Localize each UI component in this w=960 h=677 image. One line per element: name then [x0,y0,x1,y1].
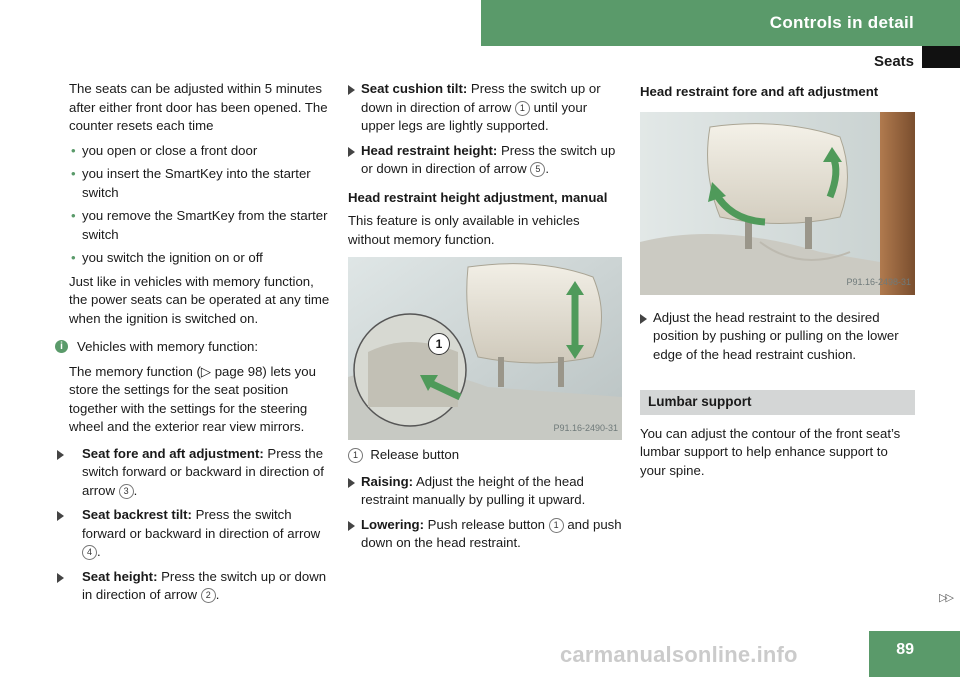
instruction-step: Adjust the head restraint to the desired position by pushing or pulling on the lower edge of the head restraint cushion. [640,309,915,365]
head-restraint-height-photo [348,257,622,440]
bullet-text: you insert the SmartKey into the starter switch [82,166,311,200]
bullet-item [69,165,331,202]
head-restraint-fore-aft-photo [640,112,915,295]
legend-number-badge: 1 [348,448,363,463]
chapter-header [481,0,960,46]
chapter-title: Controls in detail [769,12,914,32]
fore-aft-heading: Head restraint fore and aft adjustment [640,84,879,99]
page-number: 89 [869,631,960,677]
bullet-dot-icon: • [71,208,76,223]
info-title: Vehicles with memory function: [77,339,259,354]
page-reference-link[interactable]: ▷ page 98 [200,363,263,379]
head-restraint-fore-aft-illustration [640,112,915,295]
continue-arrow-icon: ▷▷ [939,592,952,604]
info-icon: i [55,340,68,353]
instruction-step: Seat cushion tilt: Press the switch up or down in direction of arrow 1 until your upper legs are lightly supported. [348,80,623,136]
head-restraint-illustration [348,257,622,440]
bullet-dot-icon: • [71,250,76,265]
bullet-text: you remove the SmartKey from the starter switch [82,208,328,242]
bullet-text: you open or close a front door [82,142,258,158]
watermark: carmanualsonline.info [560,642,798,667]
info-note [60,338,331,437]
bullet-dot-icon: • [71,166,76,181]
column-left [60,80,331,611]
arrow-number-badge: 4 [82,545,97,560]
instruction-step: Raising: Adjust the height of the head restraint manually by pulling it upward. [348,473,623,510]
memory-paragraph: Just like in vehicles with memory function, the power seats can be operated at any time when the ignition is switched on. [69,273,330,326]
bullet-dot-icon: • [71,142,76,158]
step-arrow-icon [57,573,64,583]
instruction-step: Seat fore and aft adjustment: Press the switch forward or backward in direction of arrow 3 . [69,445,331,501]
arrow-number-badge: 2 [201,588,216,603]
step-arrow-icon [57,511,64,521]
instruction-step: Seat height: Press the switch up or down in direction of arrow 2 . [69,568,331,605]
manual-adjust-paragraph: This feature is only available in vehicles without memory function. [348,213,580,247]
figure-legend: 1 Release button [348,446,623,465]
photo-callout: 1 [428,333,450,355]
bullet-item [69,142,331,161]
arrow-number-badge: 5 [530,162,545,177]
instruction-step: Lowering: Push release button 1 and push down on the head restraint. [348,516,623,553]
step-arrow-icon [348,85,355,95]
arrow-number-badge: 3 [119,484,134,499]
step-arrow-icon [640,314,647,324]
arrow-number-badge: 1 [515,101,530,116]
intro-paragraph: The seats can be adjusted within 5 minutes after either front door has been opened. The counter resets each time [69,81,328,133]
instruction-step: Head restraint height: Press the switch up or down in direction of arrow 5 . [348,142,623,179]
photo-code: P91.16-2498-31 [846,277,911,287]
column-middle [348,80,623,559]
photo-code: P91.16-2490-31 [553,422,618,433]
bullet-item [69,249,331,268]
section-tab-marker [922,46,960,68]
lumbar-section-heading: Lumbar support [640,390,915,415]
info-body: The memory function (▷ page 98) lets you store the settings for the seat position together with the settings for the steering wheel and the exterior rear view mirrors. [69,363,316,434]
lumbar-paragraph: You can adjust the contour of the front seat’s lumbar support to help enhance support to your spine. [640,425,901,478]
column-right [640,80,915,486]
instruction-step: Seat backrest tilt: Press the switch forward or backward in direction of arrow 4 . [69,506,331,562]
arrow-number-badge: 1 [549,518,564,533]
step-arrow-icon [348,521,355,531]
section-title: Seats [873,53,914,70]
manual-adjust-heading: Head restraint height adjustment, manual [348,189,608,205]
step-arrow-icon [348,147,355,157]
step-arrow-icon [57,450,64,460]
bullet-text: you switch the ignition on or off [82,250,263,265]
bullet-item [69,207,331,244]
step-arrow-icon [348,478,355,488]
